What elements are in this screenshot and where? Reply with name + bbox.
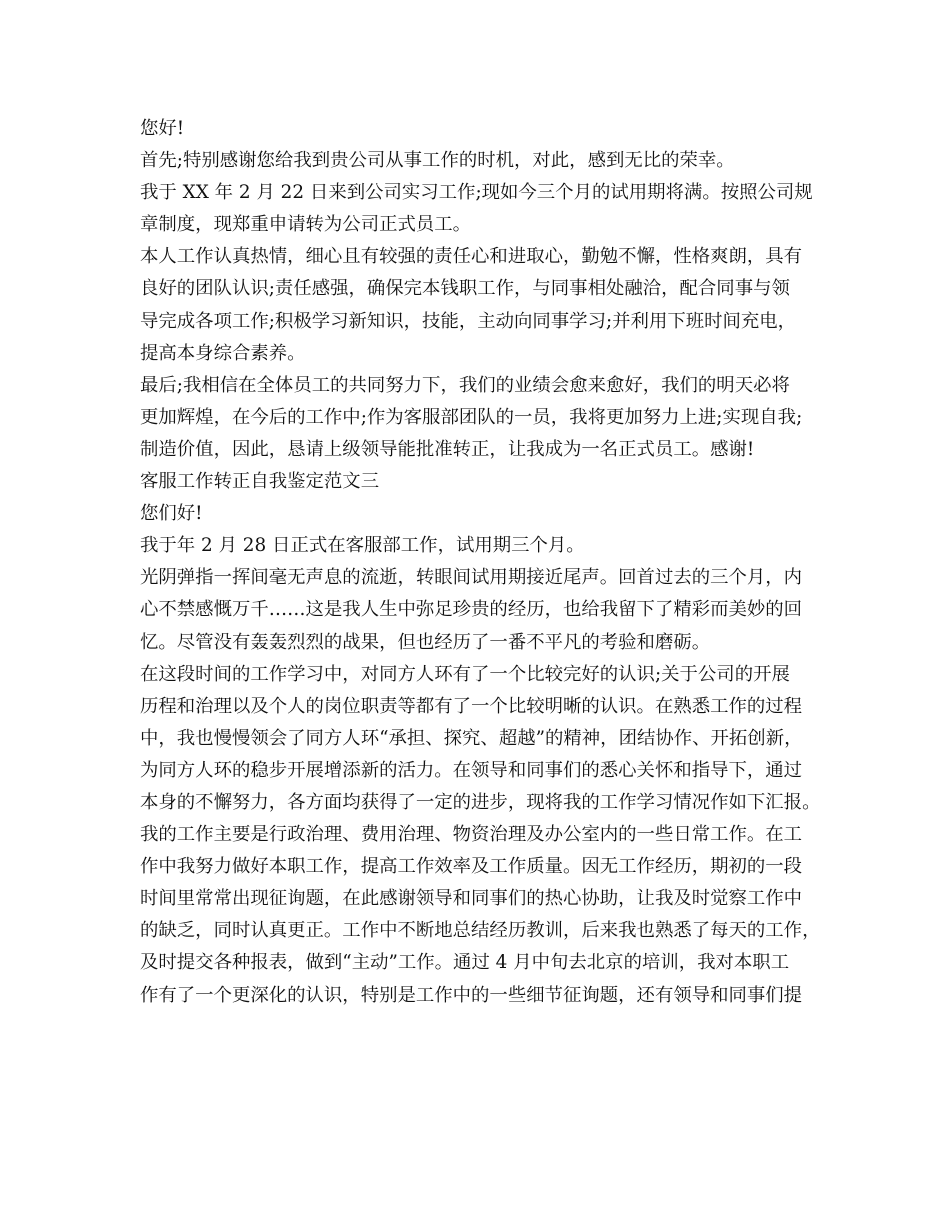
greeting-line: 您们好! [140,503,203,525]
text-line: 及时提交各种报表，做到“主动”工作。通过 4 月中旬去北京的培训，我对本职工 [140,952,790,974]
text-line: 提高本身综合素养。 [140,342,306,364]
text-line: 我于年 2 月 28 日正式在客服部工作，试用期三个月。 [140,535,585,557]
text-line: 我的工作主要是行政治理、费用治理、物资治理及办公室内的一些日常工作。在工 [140,824,803,846]
text-line: 最后;我相信在全体员工的共同努力下，我们的业绩会愈来愈好，我们的明天必将 [140,374,790,396]
text-line: 为同方人环的稳步开展增添新的活力。在领导和同事们的悉心关怀和指导下，通过 [140,759,803,781]
text-line: 本人工作认真热情，细心且有较强的责任心和进取心，勤勉不懈，性格爽朗，具有 [140,246,803,268]
text-line: 的缺乏，同时认真更正。工作中不断地总结经历教训，后来我也熟悉了每天的工作， [140,920,821,942]
text-line: 忆。尽管没有轰轰烈烈的战果，但也经历了一番不平凡的考验和磨砺。 [140,631,711,653]
text-line: 更加辉煌，在今后的工作中;作为客服部团队的一员，我将更加努力上进;实现自我; [140,406,803,428]
text-line: 首先;特别感谢您给我到贵公司从事工作的时机，对此，感到无比的荣幸。 [140,150,735,172]
text-line: 作有了一个更深化的认识，特别是工作中的一些细节征询题，还有领导和同事们提 [140,984,803,1006]
text-line: 历程和治理以及个人的岗位职责等都有了一个比较明晰的认识。在熟悉工作的过程 [140,695,803,717]
text-line: 章制度，现郑重申请转为公司正式员工。 [140,214,472,236]
text-line: 心不禁感慨万千……这是我人生中弥足珍贵的经历，也给我留下了精彩而美妙的回 [140,599,803,621]
text-line: 良好的团队认识;责任感强，确保完本钱职工作，与同事相处融洽，配合同事与领 [140,278,790,300]
text-line: 本身的不懈努力，各方面均获得了一定的进步，现将我的工作学习情况作如下汇报。 [140,791,821,813]
text-line: 光阴弹指一挥间毫无声息的流逝，转眼间试用期接近尾声。回首过去的三个月，内 [140,567,803,589]
text-line: 在这段时间的工作学习中，对同方人环有了一个比较完好的认识;关于公司的开展 [140,663,790,685]
text-line: 时间里常常出现征询题，在此感谢领导和同事们的热心协助，让我及时觉察工作中 [140,888,803,910]
text-line: 我于 XX 年 2 月 22 日来到公司实习工作;现如今三个月的试用期将满。按照公司规 [140,182,813,204]
section-title: 客服工作转正自我鉴定范文三 [140,471,380,493]
text-line: 作中我努力做好本职工作，提高工作效率及工作质量。因无工作经历，期初的一段 [140,856,803,878]
text-line: 导完成各项工作;积极学习新知识，技能，主动向同事学习;并利用下班时间充电， [140,310,797,332]
text-line: 制造价值，因此，恳请上级领导能批准转正，让我成为一名正式员工。感谢! [140,438,755,460]
document-body [140,113,821,1012]
text-line: 中，我也慢慢领会了同方人环“承担、探究、超越”的精神，团结协作、开拓创新， [140,727,803,749]
greeting-line: 您好! [140,118,185,139]
